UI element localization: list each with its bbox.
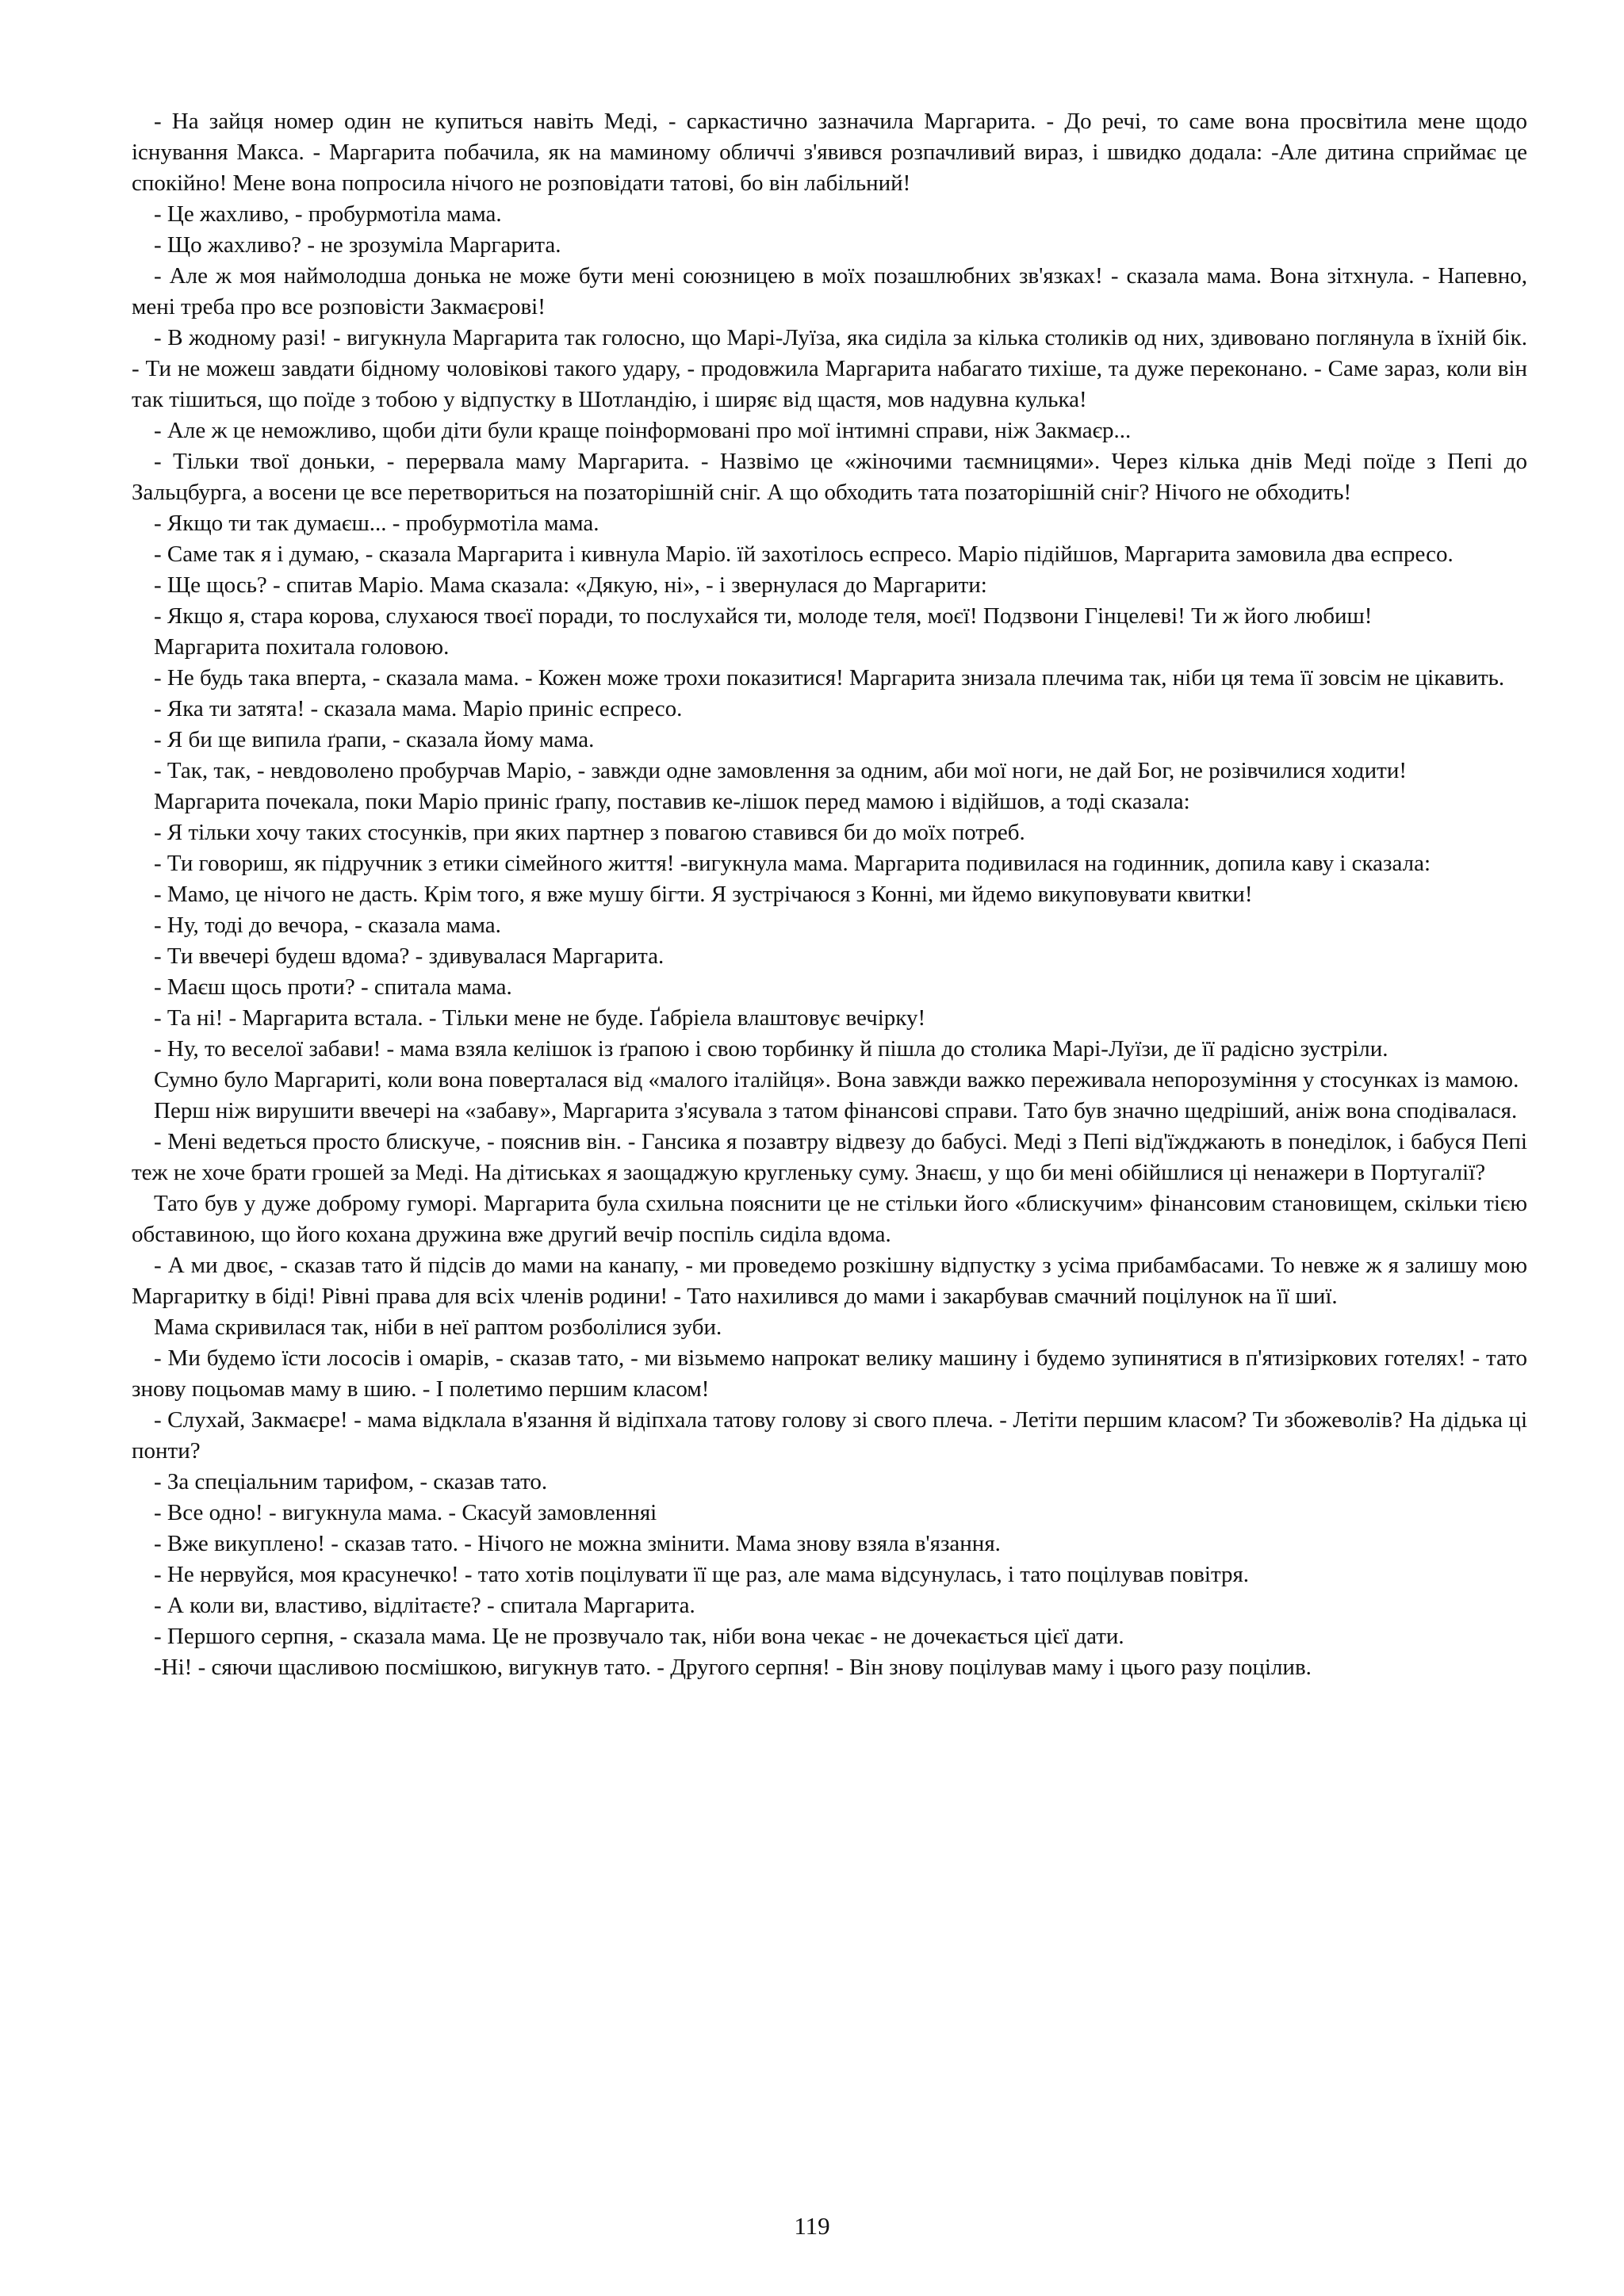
paragraph: - Ми будемо їсти лососів і омарів, - сказав тато, - ми візьмемо напрокат велику машину і будемо зупинятися в п'ятизіркових готелях! - тато знову поцьомав маму в шию. - І полетимо першим класом! — [132, 1345, 1527, 1402]
paragraph: - Ти говориш, як підручник з етики сімейного життя! -вигукнула мама. Маргарита подивилася на годинник, допила каву і сказала: — [154, 851, 1431, 876]
paragraph: Мама скривилася так, ніби в неї раптом розболілися зуби. — [154, 1314, 722, 1340]
paragraph: - Але ж моя наймолодша донька не може бути мені союзницею в моїх позашлюбних зв'язках! - сказала мама. Вона зітхнула. - Напевно, мені треба про все розповісти Закмаєрові! — [132, 263, 1527, 320]
paragraph: - Ну, тоді до вечора, - сказала мама. — [154, 913, 501, 938]
paragraph: Перш ніж вирушити ввечері на «забаву», Маргарита з'ясувала з татом фінансові справи. Тато був значно щедріший, аніж вона сподівалася. — [154, 1098, 1518, 1123]
paragraph: - Та ні! - Маргарита встала. - Тільки мене не буде. Ґабріела влаштовує вечірку! — [154, 1005, 926, 1031]
paragraph: - А коли ви, властиво, відлітаєте? - спитала Маргарита. — [154, 1593, 695, 1618]
paragraph: - Мамо, це нічого не дасть. Крім того, я вже мушу бігти. Я зустрічаюся з Конні, ми йдемо викуповувати квитки! — [154, 882, 1253, 907]
paragraph: - Яка ти затята! - сказала мама. Маріо приніс еспресо. — [154, 696, 683, 721]
paragraph: - В жодному разі! - вигукнула Маргарита так голосно, що Марі-Луїза, яка сиділа за кілька столиків од них, здивовано поглянула в їхній бік. - Ти не можеш завдати бідному чоловікові такого удару, - продовжила Маргарита набагато тихіше, та дуже переконано. - Саме зараз, коли він так тішиться, що поїде з тобою у відпустку в Шотландію, і ширяє від щастя, мов надувна кулька! — [132, 325, 1527, 412]
paragraph: Тато був у дуже доброму гуморі. Маргарита була схильна пояснити це не стільки його «блискучим» фінансовим становищем, скільки тією обставиною, що його кохана дружина вже другий вечір поспіль сиділа вдома. — [132, 1191, 1527, 1247]
paragraph: - Що жахливо? - не зрозуміла Маргарита. — [154, 232, 561, 258]
paragraph: - Це жахливо, - пробурмотіла мама. — [154, 201, 502, 227]
paragraph: - Слухай, Закмаєре! - мама відклала в'язання й відіпхала татову голову зі свого плеча. - Летіти першим класом? Ти збожеволів? На дідька ці понти? — [132, 1407, 1527, 1464]
paragraph: - Не будь така вперта, - сказала мама. - Кожен може трохи показитися! Маргарита знизала плечима так, ніби ця тема її зовсім не цікавить. — [154, 665, 1505, 691]
paragraph: - Я би ще випила ґрапи, - сказала йому мама. — [154, 727, 595, 752]
page-text — [132, 106, 1527, 1683]
paragraph: - За спеціальним тарифом, - сказав тато. — [154, 1469, 548, 1494]
paragraph: - Все одно! - вигукнула мама. - Скасуй замовленняі — [154, 1500, 657, 1525]
paragraph: - Так, так, - невдоволено пробурчав Маріо, - завжди одне замовлення за одним, аби мої ноги, не дай Бог, не розівчилися ходити! — [154, 758, 1408, 783]
paragraph: -Ні! - сяючи щасливою посмішкою, вигукнув тато. - Другого серпня! - Він знову поцілував маму і цього разу поцілив. — [154, 1655, 1312, 1680]
paragraph: - Якщо ти так думаєш... - пробурмотіла мама. — [154, 511, 599, 536]
paragraph: Маргарита похитала головою. — [154, 634, 450, 660]
paragraph: - Першого серпня, - сказала мама. Це не прозвучало так, ніби вона чекає - не дочекається цієї дати. — [154, 1624, 1124, 1649]
paragraph: - Саме так я і думаю, - сказала Маргарита і кивнула Маріо. їй захотілось еспресо. Маріо підійшов, Маргарита замовила два еспресо. — [154, 541, 1454, 567]
paragraph: - Ще щось? - спитав Маріо. Мама сказала: «Дякую, ні», - і звернулася до Маргарити: — [154, 572, 987, 598]
paragraph: - Якщо я, стара корова, слухаюся твоєї поради, то послухайся ти, молоде теля, моєї! Подзвони Гінцелеві! Ти ж його любиш! — [154, 603, 1373, 629]
paragraph: - Я тільки хочу таких стосунків, при яких партнер з повагою ставився би до моїх потреб. — [154, 820, 1025, 845]
paragraph: - На зайця номер один не купиться навіть Меді, - саркастично зазначила Маргарита. - До речі, то саме вона просвітила мене щодо існування Макса. - Маргарита побачила, як на маминому обличчі з'явився розпачливий вираз, і швидко додала: -Але дитина сприймає це спокійно! Мене вона попросила нічого не розповідати татові, бо він лабільний! — [132, 109, 1527, 196]
paragraph: - Але ж це неможливо, щоби діти були краще поінформовані про мої інтимні справи, ніж Закмаєр... — [154, 418, 1132, 443]
paragraph: - Не нервуйся, моя красунечко! - тато хотів поцілувати її ще раз, але мама відсунулась, і тато поцілував повітря. — [154, 1562, 1250, 1587]
paragraph: - Ти ввечері будеш вдома? - здивувалася Маргарита. — [154, 943, 665, 969]
paragraph: Сумно було Маргариті, коли вона поверталася від «малого італійця». Вона завжди важко переживала непорозуміння у стосунках із мамою. — [154, 1067, 1519, 1093]
paragraph: - Ну, то веселої забави! - мама взяла келішок із ґрапою і свою торбинку й пішла до столика Марі-Луїзи, де її радісно зустріли. — [154, 1036, 1388, 1062]
paragraph: - Вже викуплено! - сказав тато. - Нічого не можна змінити. Мама знову взяла в'язання. — [154, 1531, 1001, 1556]
paragraph: - Маєш щось проти? - спитала мама. — [154, 974, 512, 1000]
paragraph: Маргарита почекала, поки Маріо приніс ґрапу, поставив ке-лішок перед мамою і відійшов, а тоді сказала: — [154, 789, 1190, 814]
paragraph: - Мені ведеться просто блискуче, - пояснив він. - Гансика я позавтру відвезу до бабусі. Меді з Пепі від'їжджають в понеділок, і бабуся Пепі теж не хоче брати грошей за Меді. На дітиськах я заощаджую кругленьку суму. Знаєш, у що би мені обійшлися ці ненажери в Португалії? — [132, 1129, 1527, 1185]
page-number: 119 — [794, 2212, 830, 2240]
paragraph: - Тільки твої доньки, - перервала маму Маргарита. - Назвімо це «жіночими таємницями». Через кілька днів Меді поїде з Пепі до Зальцбурга, а восени це все перетвориться на позаторішній сніг. А що обходить тата позаторішній сніг? Нічого не обходить! — [132, 449, 1527, 505]
paragraph: - А ми двоє, - сказав тато й підсів до мами на канапу, - ми проведемо розкішну відпустку з усіма прибамбасами. То невже ж я залишу мою Маргаритку в біді! Рівні права для всіх членів родини! - Тато нахилився до мами і закарбував смачний поцілунок на її шиї. — [132, 1253, 1527, 1309]
